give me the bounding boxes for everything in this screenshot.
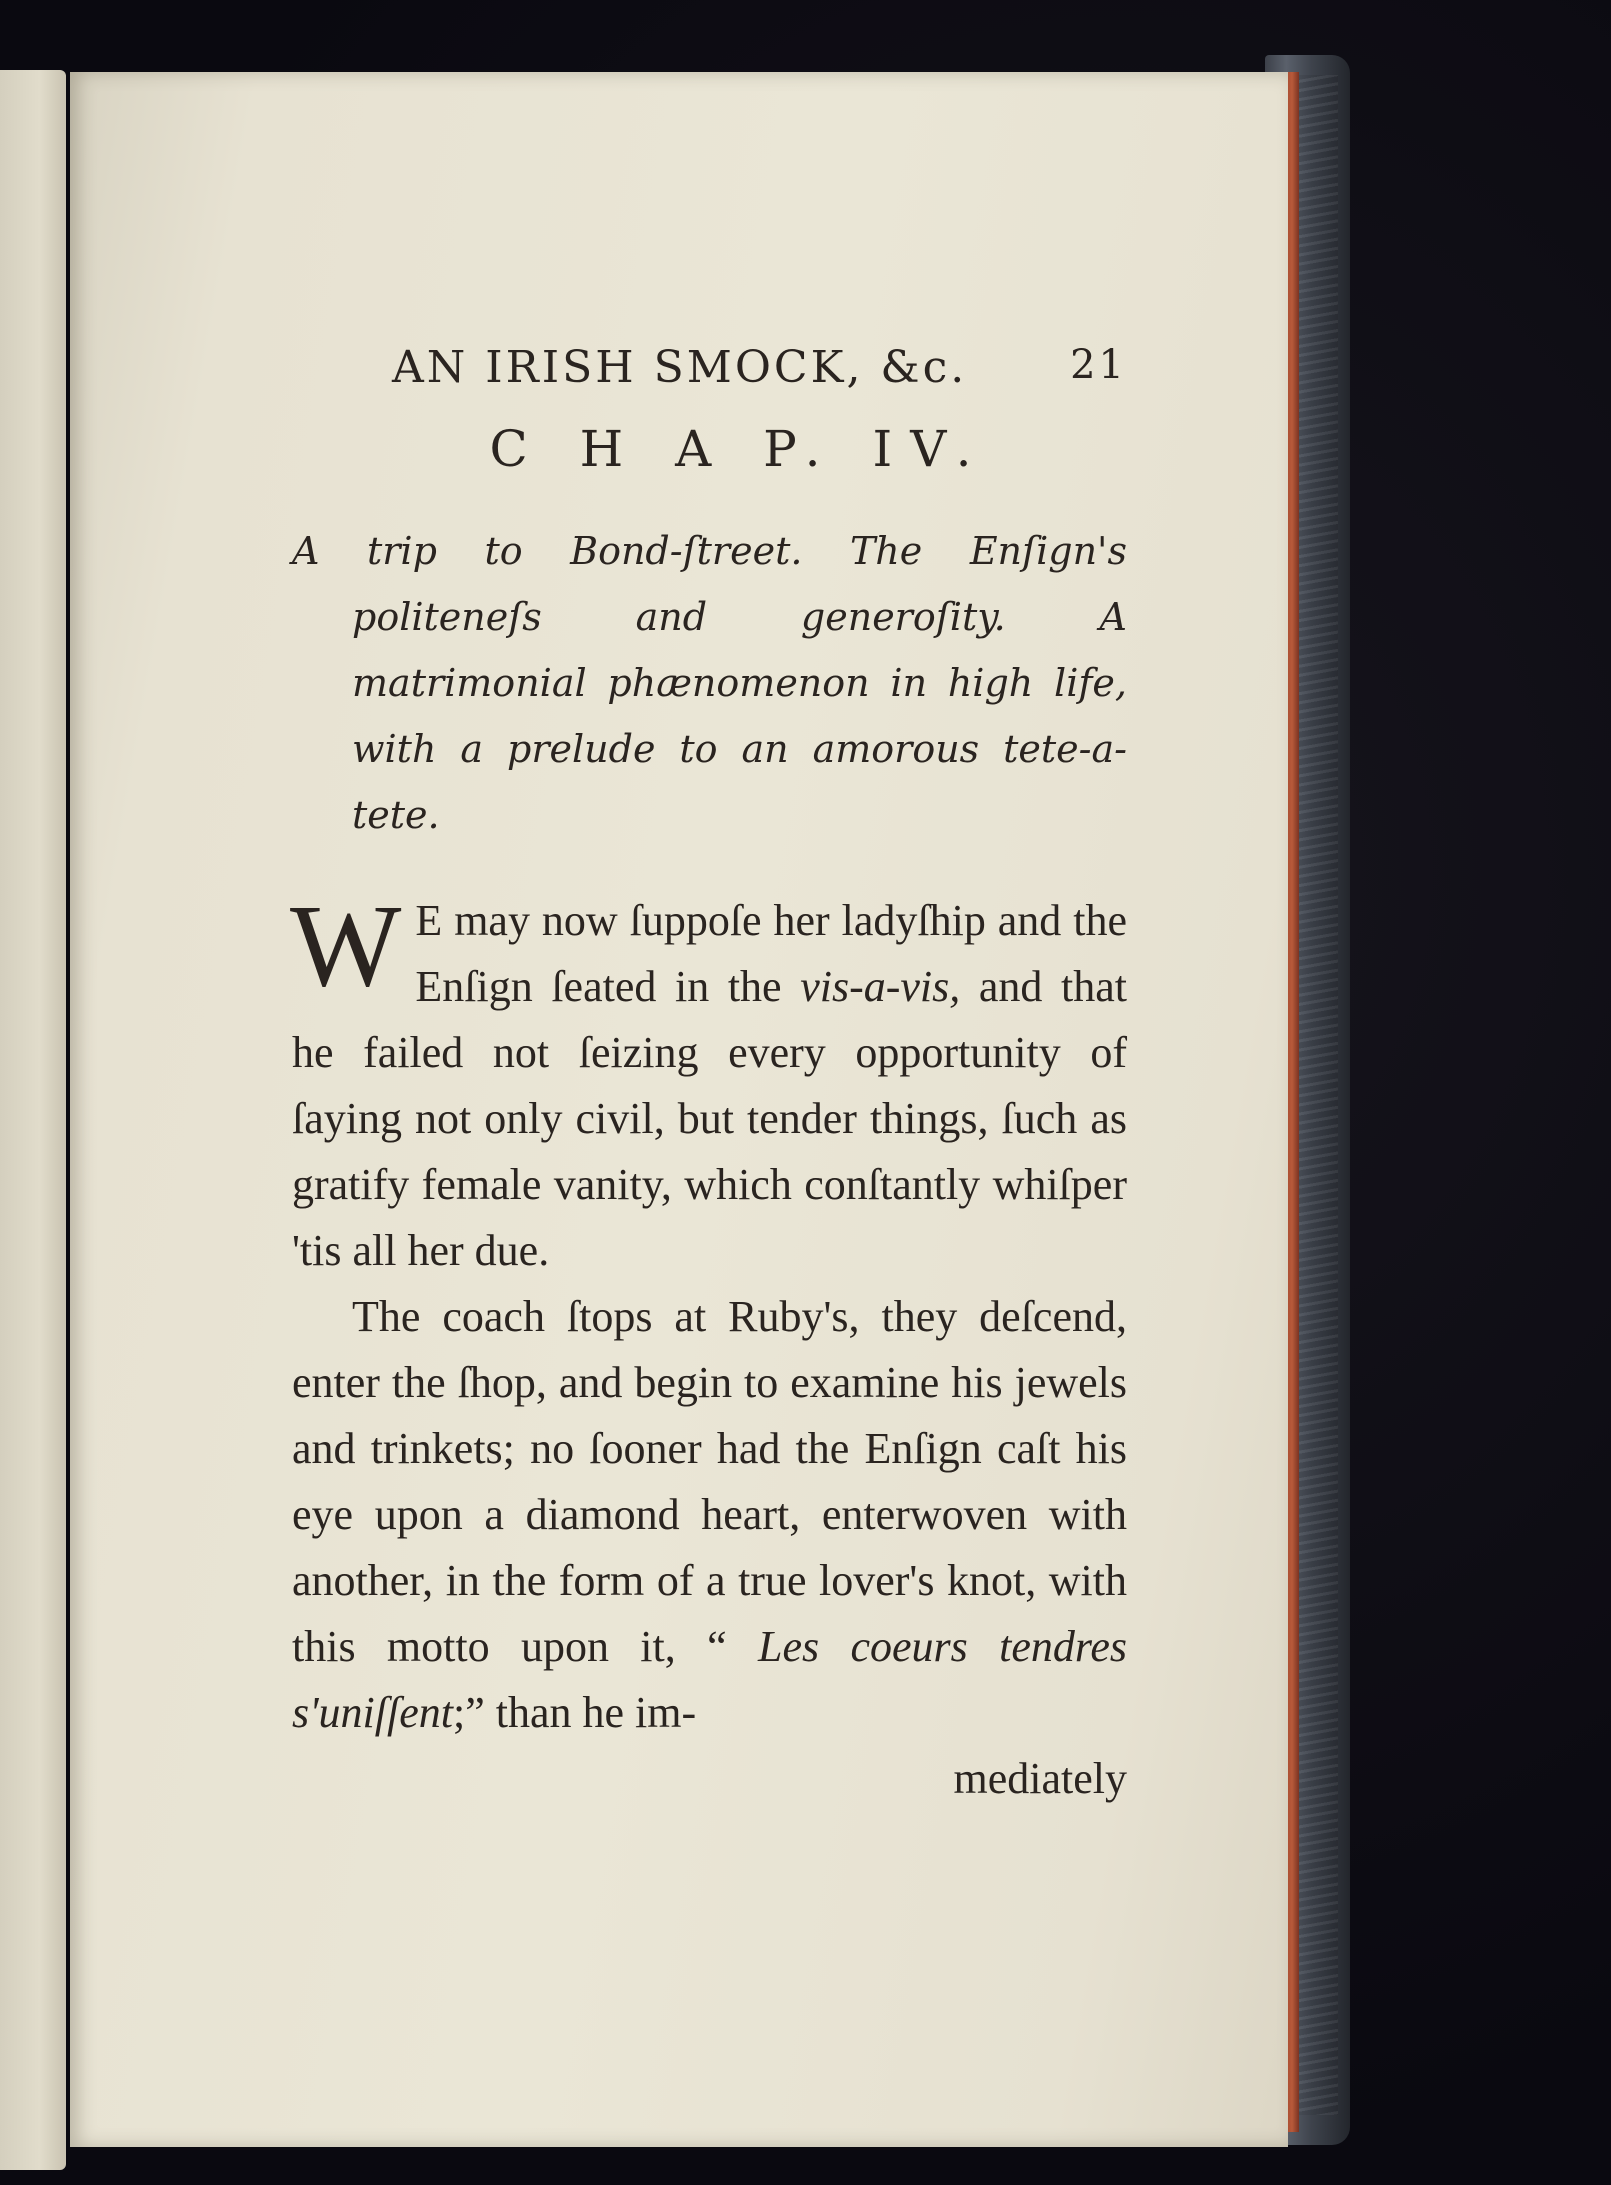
facing-page-edge <box>0 70 66 2170</box>
running-title: AN IRISH SMOCK, &c. <box>392 342 968 393</box>
paragraph-2 <box>292 1284 1127 1746</box>
chapter-summary: A trip to Bond-ſtreet. The Enſign's politeneſs and generoſity. A matrimonial phænomenon in high life, with a prelude to an amorous tete-a-tete. <box>292 529 1127 837</box>
page-number: 21 <box>1070 342 1127 388</box>
paragraph-1-italic: vis-a-vis, <box>800 962 961 1011</box>
catchword: mediately <box>953 1754 1127 1803</box>
paragraph-2-italic-motto: Les coeurs tendres s'uniſſent <box>292 1622 1127 1737</box>
running-head <box>292 342 1127 402</box>
drop-cap: W <box>290 880 402 1011</box>
chapter-heading: C H A P. IV. <box>489 420 990 478</box>
paragraph-1-text-c: and that he failed not ſeizing every opportunity of ſaying not only civil, but tender things, ſuch as gratify female vanity, which conſtantly whiſper 'tis all her due. <box>292 962 1127 1275</box>
paragraph-2-text-c: ;” than he im- <box>452 1688 697 1737</box>
paragraph-2-text-a: The coach ſtops at Ruby's, they deſcend, enter the ſhop, and begin to examine his jewels and trinkets; no ſooner had the Enſign caſt his eye upon a diamond heart, enterwoven with another, in the form of a true lover's knot, with this motto upon it, “ <box>292 1292 1127 1671</box>
paragraph-1-text-a: E may now ſuppoſe her ladyſhip and the Enſign ſeated in the <box>415 896 1127 1011</box>
text-block <box>292 342 1127 1812</box>
paragraph-1 <box>290 880 1127 1284</box>
book-page <box>70 72 1288 2147</box>
